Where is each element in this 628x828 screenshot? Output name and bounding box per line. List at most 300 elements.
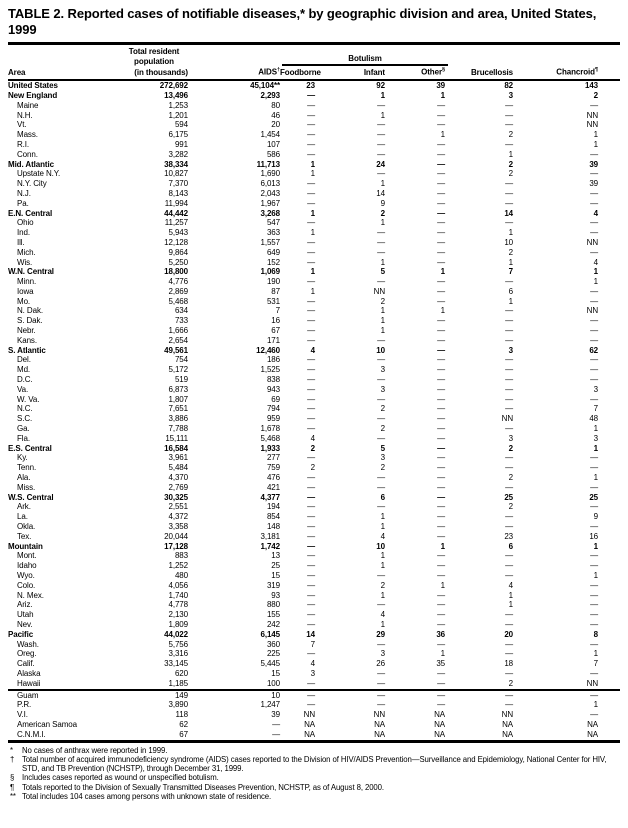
cell-area: C.N.M.I. (17, 729, 46, 739)
col-header-botulism-group: Botulism (280, 44, 450, 67)
footnote-text: Total number of acquired immunodeficiency syndrome (AIDS) cases reported to the Division of HIV/AIDS Prevention—Surveillance and Epidemiology, National Center for HIV, STD, and TB Prevention (NCHSTP), through December 31, 1999. (22, 754, 607, 774)
cell-value: — (307, 355, 315, 365)
table-row (8, 610, 620, 620)
cell-value: 10 (188, 690, 280, 701)
cell-area: Del. (17, 355, 31, 365)
cell-area: Va. (17, 384, 29, 394)
table-row (8, 679, 620, 690)
cell-area: N. Mex. (17, 590, 44, 600)
cell-value: 1,933 (260, 443, 280, 453)
cell-value: — (307, 541, 315, 551)
cell-value: 44,442 (164, 208, 188, 218)
table-row (8, 395, 620, 405)
cell-value: 10 (376, 541, 385, 551)
cell-value: — (377, 502, 385, 512)
other-footnote-marker: § (441, 67, 446, 73)
cell-value: 5,468 (260, 433, 280, 443)
table-title: TABLE 2. Reported cases of notifiable diseases,* by geographic division and area, United States, 1999 (8, 6, 597, 37)
cell-value: 1 (593, 541, 599, 551)
cell-value: NA (434, 729, 446, 739)
cell-value: 3 (508, 90, 514, 100)
cell-value: — (307, 522, 315, 532)
table-row (8, 306, 620, 316)
cell-value: 2 (310, 463, 315, 473)
cell-value: — (377, 433, 385, 443)
cell-value: — (518, 690, 620, 701)
cell-value: 4 (310, 345, 315, 355)
cell-value: 1 (440, 541, 446, 551)
cell-value: — (505, 355, 514, 365)
cell-value: 12,460 (256, 345, 280, 355)
cell-value: 1 (380, 179, 385, 189)
cell-value: — (590, 502, 599, 512)
cell-area: Mid. Atlantic (8, 159, 54, 169)
cell-value: 14 (376, 188, 385, 198)
cell-value: — (437, 286, 446, 296)
table-row (8, 483, 620, 493)
cell-value: — (590, 482, 599, 492)
cell-value: 1 (508, 149, 514, 159)
cell-value: 225 (266, 649, 280, 659)
cell-value: 1 (593, 267, 599, 277)
cell-value: 1 (380, 619, 385, 629)
cell-value: NA (434, 719, 446, 729)
col-header-other: Other§ (390, 66, 450, 80)
cell-value: — (505, 120, 514, 130)
cell-value: — (437, 668, 446, 678)
cell-value: — (590, 610, 599, 620)
cell-value: — (505, 139, 514, 149)
cell-value: — (307, 296, 315, 306)
cell-value: NN (586, 678, 599, 688)
cell-value: 190 (266, 277, 280, 287)
cell-value: — (307, 257, 315, 267)
cell-value: 547 (266, 218, 280, 228)
cell-value: 272,692 (159, 81, 188, 91)
cell-value: 2,130 (168, 610, 188, 620)
table-row (8, 600, 620, 610)
cell-value: — (307, 424, 315, 434)
cell-value: — (505, 326, 514, 336)
cell-value: 143 (584, 81, 599, 91)
col-header-infant: Infant (320, 66, 390, 80)
cell-value: — (307, 600, 315, 610)
table-row (8, 581, 620, 591)
cell-value: 3 (380, 453, 385, 463)
cell-value: 12,128 (164, 237, 188, 247)
cell-value: 3,282 (168, 149, 188, 159)
cell-value: — (307, 179, 315, 189)
cell-value: 25 (589, 492, 599, 502)
cell-value: 2 (508, 130, 514, 140)
col-header-area-spacer (8, 44, 120, 67)
cell-value: — (437, 228, 446, 238)
cell-value: — (307, 492, 315, 502)
cell-value: — (437, 463, 446, 473)
cell-value: 23 (504, 531, 514, 541)
cell-value: NN (586, 237, 599, 247)
footnote-marker: § (10, 773, 15, 783)
aids-footnote-marker: † (276, 67, 280, 73)
cell-value: 4 (380, 610, 385, 620)
cell-value: 1 (440, 306, 446, 316)
cell-value: 4 (380, 531, 385, 541)
cell-value: 7,788 (168, 424, 188, 434)
cell-value: — (437, 159, 446, 169)
cell-value: 48 (589, 414, 599, 424)
footnote-text: Total includes 104 cases among persons with unknown state of residence. (22, 792, 272, 802)
cell-value: — (505, 277, 514, 287)
cell-area: Pa. (17, 198, 29, 208)
cell-value: 1 (380, 551, 385, 561)
cell-value: 1,742 (260, 541, 280, 551)
cell-value: NA (374, 729, 385, 739)
cell-value: — (437, 700, 446, 710)
cell-value: 3 (508, 433, 514, 443)
cell-value: 3 (380, 384, 385, 394)
cell-value: 4 (593, 257, 599, 267)
cell-value: 421 (266, 482, 280, 492)
cell-area: Idaho (17, 561, 37, 571)
cell-value: — (437, 345, 446, 355)
col-header-population: (in thousands) (120, 66, 188, 80)
cell-value: 594 (174, 120, 188, 130)
cell-value: 3 (508, 345, 514, 355)
cell-value: — (505, 198, 514, 208)
cell-value: 38,334 (164, 159, 188, 169)
cell-value: — (307, 561, 315, 571)
footnote-text: Totals reported to the Division of Sexually Transmitted Diseases Prevention, NCHSTP, as of August 8, 2000. (22, 782, 384, 792)
cell-value: — (437, 296, 446, 306)
cell-value: 35 (436, 659, 446, 669)
cell-value: 30,325 (164, 492, 188, 502)
cell-value: 82 (504, 81, 514, 91)
cell-value: 1 (593, 130, 599, 140)
cell-value: — (307, 531, 315, 541)
cell-value: — (307, 120, 315, 130)
cell-value: — (377, 414, 385, 424)
cell-value: — (590, 286, 599, 296)
cell-value: — (590, 463, 599, 473)
cell-value: — (437, 561, 446, 571)
table-row (8, 150, 620, 160)
cell-value: 1 (380, 110, 385, 120)
cell-value: 1 (310, 169, 315, 179)
cell-area: P.R. (17, 700, 32, 710)
table-header (8, 44, 620, 81)
footnote-text: No cases of anthrax were reported in 1999. (22, 745, 168, 755)
table-row (8, 571, 620, 581)
table-row (8, 91, 620, 101)
cell-value: — (437, 198, 446, 208)
cell-value: 3,181 (260, 531, 280, 541)
cell-value: — (307, 375, 315, 385)
footnote (8, 792, 620, 801)
cell-value: 3,268 (260, 208, 280, 218)
cell-value: — (505, 394, 514, 404)
cell-area: Upstate N.Y. (17, 169, 61, 179)
table-row (8, 551, 620, 561)
table-row (8, 267, 620, 277)
cell-value: — (307, 237, 315, 247)
cell-value: — (505, 110, 514, 120)
cell-area: Tex. (17, 531, 32, 541)
cell-value: — (505, 571, 514, 580)
cell-area: E.S. Central (8, 443, 52, 453)
footnote-marker: ** (10, 792, 16, 802)
cell-area: N. Dak. (17, 306, 43, 316)
cell-value: 2,551 (168, 502, 188, 512)
cell-value: 17,128 (164, 541, 188, 551)
cell-value: — (437, 492, 446, 502)
col-header-population-top: Total resident population (128, 47, 180, 66)
cell-value: — (590, 619, 599, 629)
cell-value: 5,250 (168, 257, 188, 267)
cell-value: 100 (266, 678, 280, 688)
cell-value: 16,584 (164, 443, 188, 453)
cell-value: — (437, 384, 446, 394)
cell-value: 23 (306, 81, 315, 91)
cell-value: — (307, 326, 315, 336)
cell-value: 277 (266, 453, 280, 463)
cell-value: 25 (271, 561, 280, 571)
cell-value: 4 (508, 580, 514, 590)
table-row (8, 209, 620, 219)
cell-area: Ind. (17, 228, 30, 238)
cell-value: — (590, 355, 599, 365)
cell-value: 39 (436, 81, 446, 91)
table-row (8, 720, 620, 730)
cell-value: 2 (508, 678, 514, 688)
cell-value: 16 (589, 531, 599, 541)
cell-value: 8 (593, 629, 599, 639)
cell-value: 4,370 (168, 473, 188, 483)
cell-value: 2 (508, 443, 514, 453)
cell-area: Ill. (17, 237, 25, 247)
cell-value: — (307, 551, 315, 561)
cell-value: 1,253 (168, 100, 188, 110)
cell-value: — (437, 100, 446, 110)
cell-value: — (307, 198, 315, 208)
footnote-marker: * (10, 745, 13, 755)
cell-area: Kans. (17, 335, 37, 345)
cell-value: 838 (266, 375, 280, 385)
table-row (8, 120, 620, 130)
cell-value: 2 (508, 159, 514, 169)
cell-value: — (437, 512, 446, 522)
cell-value: 69 (271, 394, 280, 404)
cell-value: — (320, 690, 390, 701)
col-header-chancroid: Chancroid¶ (518, 66, 620, 80)
cell-value: — (505, 619, 514, 629)
cell-value: 3 (310, 668, 315, 678)
cell-value: 18,800 (164, 267, 188, 277)
cell-value: NA (374, 719, 385, 729)
cell-value: 1 (380, 590, 385, 600)
cell-value: 5,484 (168, 463, 188, 473)
cell-value: — (590, 100, 599, 110)
cell-value: — (505, 453, 514, 463)
cell-value: 2,869 (168, 286, 188, 296)
diseases-table (8, 42, 620, 743)
cell-value: 4 (593, 208, 599, 218)
cell-area: Alaska (17, 668, 41, 678)
cell-value: — (437, 257, 446, 267)
cell-value: — (377, 600, 385, 610)
cell-value: 1 (440, 267, 446, 277)
table-row (8, 346, 620, 356)
cell-value: — (590, 218, 599, 228)
cell-value: 4,372 (168, 512, 188, 522)
cell-value: 634 (174, 306, 188, 316)
table-row (8, 424, 620, 434)
cell-value: — (437, 179, 446, 189)
cell-value: 5 (380, 443, 385, 453)
table-row (8, 179, 620, 189)
cell-area: Utah (17, 610, 34, 620)
cell-value: 1 (508, 228, 514, 238)
cell-value: — (307, 188, 315, 198)
cell-value: 880 (266, 600, 280, 610)
cell-value: — (590, 188, 599, 198)
cell-value: — (377, 277, 385, 287)
cell-value: — (437, 277, 446, 287)
cell-value: 6 (508, 286, 514, 296)
cell-area: N.H. (17, 110, 33, 120)
cell-value: — (437, 610, 446, 620)
cell-value: 2 (508, 169, 514, 179)
col-header-foodborne: Foodborne (280, 66, 320, 80)
cell-value: 24 (376, 159, 385, 169)
table-row (8, 649, 620, 659)
cell-area: Wyo. (17, 571, 35, 580)
cell-value: — (307, 247, 315, 257)
cell-value: — (307, 512, 315, 522)
cell-value: — (437, 120, 446, 130)
cell-value: 1 (310, 267, 315, 277)
cell-value: — (307, 100, 315, 110)
cell-value: 44,022 (164, 629, 188, 639)
cell-area: New England (8, 90, 58, 100)
cell-value: 4,776 (168, 277, 188, 287)
cell-value: 1,252 (168, 561, 188, 571)
cell-area: Iowa (17, 286, 34, 296)
cell-value: — (272, 729, 280, 739)
cell-value: — (590, 228, 599, 238)
cell-value: — (307, 473, 315, 483)
cell-value: — (307, 590, 315, 600)
cell-value: 15,111 (165, 433, 188, 443)
cell-value: — (437, 433, 446, 443)
cell-value: 3,358 (168, 522, 188, 532)
table-body (8, 80, 620, 741)
cell-value: 13,496 (164, 90, 188, 100)
cell-value: 1,069 (260, 267, 280, 277)
cell-value: 242 (266, 619, 280, 629)
cell-value: NN (586, 110, 599, 120)
cell-area: W.N. Central (8, 267, 54, 277)
cell-value: 1 (593, 571, 599, 580)
table-row (8, 169, 620, 179)
cell-value: 148 (266, 522, 280, 532)
footnote (8, 783, 620, 792)
footnote (8, 773, 620, 782)
cell-value: — (437, 414, 446, 424)
cell-value: — (437, 473, 446, 483)
cell-value: — (377, 120, 385, 130)
cell-value: 62 (589, 345, 599, 355)
cell-value: NN (586, 120, 599, 130)
cell-value: 6,013 (260, 179, 280, 189)
footnote-marker: ¶ (10, 782, 15, 792)
cell-value: 6 (380, 492, 385, 502)
table-row (8, 111, 620, 121)
cell-value: 39 (589, 159, 599, 169)
cell-value: 1,454 (260, 130, 280, 140)
cell-value: — (437, 365, 446, 375)
table-row (8, 404, 620, 414)
cell-value: 1 (440, 649, 446, 659)
cell-value: — (307, 414, 315, 424)
cell-value: — (272, 719, 280, 729)
cell-value: — (505, 218, 514, 228)
cell-value: — (505, 404, 514, 414)
cell-value: — (505, 463, 514, 473)
cell-value: — (377, 237, 385, 247)
table-row (8, 434, 620, 444)
col-header-area: Area (8, 66, 120, 80)
cell-value: NA (502, 719, 514, 729)
cell-value: NN (501, 414, 514, 424)
cell-area: Ark. (17, 502, 31, 512)
cell-area: Ga. (17, 424, 30, 434)
cell-value: — (437, 394, 446, 404)
cell-value: — (437, 600, 446, 610)
cell-area: Oreg. (17, 649, 37, 659)
table-row (8, 414, 620, 424)
cell-value: NA (434, 710, 446, 720)
cell-value: 10 (504, 237, 514, 247)
chancroid-footnote-marker: ¶ (594, 67, 599, 73)
cell-value: 1 (380, 90, 385, 100)
cell-value: 2 (380, 208, 385, 218)
table-row (8, 277, 620, 287)
cell-area: Mich. (17, 247, 36, 257)
cell-value: 39 (271, 710, 280, 720)
table-row (8, 669, 620, 679)
cell-value: 6,145 (260, 629, 280, 639)
cell-value: 2 (380, 404, 385, 414)
cell-area: S.C. (17, 414, 33, 424)
cell-area: V.I. (17, 710, 28, 720)
cell-value: — (505, 365, 514, 375)
cell-area: R.I. (17, 139, 30, 149)
cell-value: 16 (271, 316, 280, 326)
cell-value: — (307, 619, 315, 629)
cell-value: 186 (266, 355, 280, 365)
cell-value: 5 (380, 267, 385, 277)
cell-value: 1 (310, 159, 315, 169)
cell-value: — (590, 375, 599, 385)
cell-value: 733 (174, 316, 188, 326)
cell-area: Fla. (17, 433, 30, 443)
cell-value: — (505, 522, 514, 532)
cell-value: 2 (380, 463, 385, 473)
cell-area: Guam (8, 690, 120, 701)
cell-value: — (505, 375, 514, 385)
cell-value: 1,740 (168, 590, 188, 600)
cell-value: 25 (504, 492, 514, 502)
